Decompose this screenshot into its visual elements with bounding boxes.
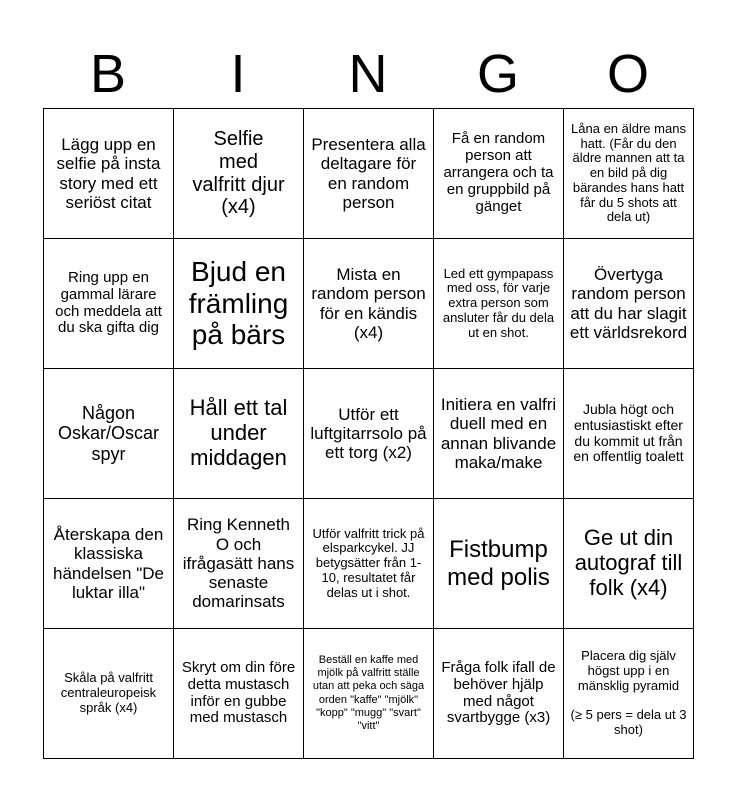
bingo-row: [44, 239, 694, 369]
bingo-cell[interactable]: Håll ett tal under middagen: [174, 369, 304, 499]
bingo-cell[interactable]: Utför ett luftgitarrsolo på ett torg (x2): [304, 369, 434, 499]
bingo-row: [44, 629, 694, 759]
bingo-cell[interactable]: Få en random person att arrangera och ta en gruppbild på gänget: [434, 109, 564, 239]
bingo-cell[interactable]: Jubla högt och entusiastiskt efter du kommit ut från en offentlig toalett: [564, 369, 694, 499]
bingo-cell[interactable]: Placera dig själv högst upp i en mänsklig pyramid (≥ 5 pers = dela ut 3 shot): [564, 629, 694, 759]
bingo-row: [44, 109, 694, 239]
header-letter-o: O: [606, 44, 649, 104]
bingo-cell[interactable]: Ge ut din autograf till folk (x4): [564, 499, 694, 629]
bingo-grid: [43, 108, 694, 759]
bingo-cell[interactable]: Skryt om din före detta mustasch inför en gubbe med mustasch: [174, 629, 304, 759]
bingo-cell[interactable]: Mista en random person för en kändis (x4): [304, 239, 434, 369]
bingo-cell[interactable]: Ring Kenneth O och ifrågasätt hans senaste domarinsats: [174, 499, 304, 629]
bingo-row: [44, 369, 694, 499]
header-letter-i: I: [230, 44, 246, 104]
bingo-cell[interactable]: Återskapa den klassiska händelsen "De luktar illa": [44, 499, 174, 629]
bingo-cell[interactable]: Ring upp en gammal lärare och meddela att du ska gifta dig: [44, 239, 174, 369]
header-letter-n: N: [348, 44, 388, 104]
header-letter-b: B: [89, 44, 127, 104]
bingo-cell[interactable]: Selfie med valfritt djur (x4): [174, 109, 304, 239]
bingo-cell[interactable]: Utför valfritt trick på elsparkcykel. JJ betygsätter från 1-10, resultatet får delas ut i shot.: [304, 499, 434, 629]
bingo-cell[interactable]: Fråga folk ifall de behöver hjälp med något svartbygge (x3): [434, 629, 564, 759]
bingo-header: [43, 44, 693, 104]
bingo-cell[interactable]: Fistbump med polis: [434, 499, 564, 629]
bingo-cell[interactable]: Låna en äldre mans hatt. (Får du den äldre mannen att ta en bild på dig bärandes hans hatt får du 5 shots att dela ut): [564, 109, 694, 239]
bingo-cell[interactable]: Lägg upp en selfie på insta story med ett seriöst citat: [44, 109, 174, 239]
bingo-cell[interactable]: Initiera en valfri duell med en annan blivande maka/make: [434, 369, 564, 499]
header-letter-g: G: [476, 44, 519, 104]
bingo-cell[interactable]: Presentera alla deltagare för en random person: [304, 109, 434, 239]
bingo-cell[interactable]: Beställ en kaffe med mjölk på valfritt ställe utan att peka och säga orden "kaffe" "mjölk" "kopp" "mugg" "svart" "vitt": [304, 629, 434, 759]
bingo-cell[interactable]: Skåla på valfritt centraleuropeisk språk (x4): [44, 629, 174, 759]
bingo-cell[interactable]: Övertyga random person att du har slagit ett världsrekord: [564, 239, 694, 369]
bingo-row: [44, 499, 694, 629]
bingo-cell[interactable]: Någon Oskar/Oscar spyr: [44, 369, 174, 499]
bingo-cell[interactable]: Bjud en främling på bärs: [174, 239, 304, 369]
bingo-cell[interactable]: Led ett gympapass med oss, för varje extra person som ansluter får du dela ut en shot.: [434, 239, 564, 369]
